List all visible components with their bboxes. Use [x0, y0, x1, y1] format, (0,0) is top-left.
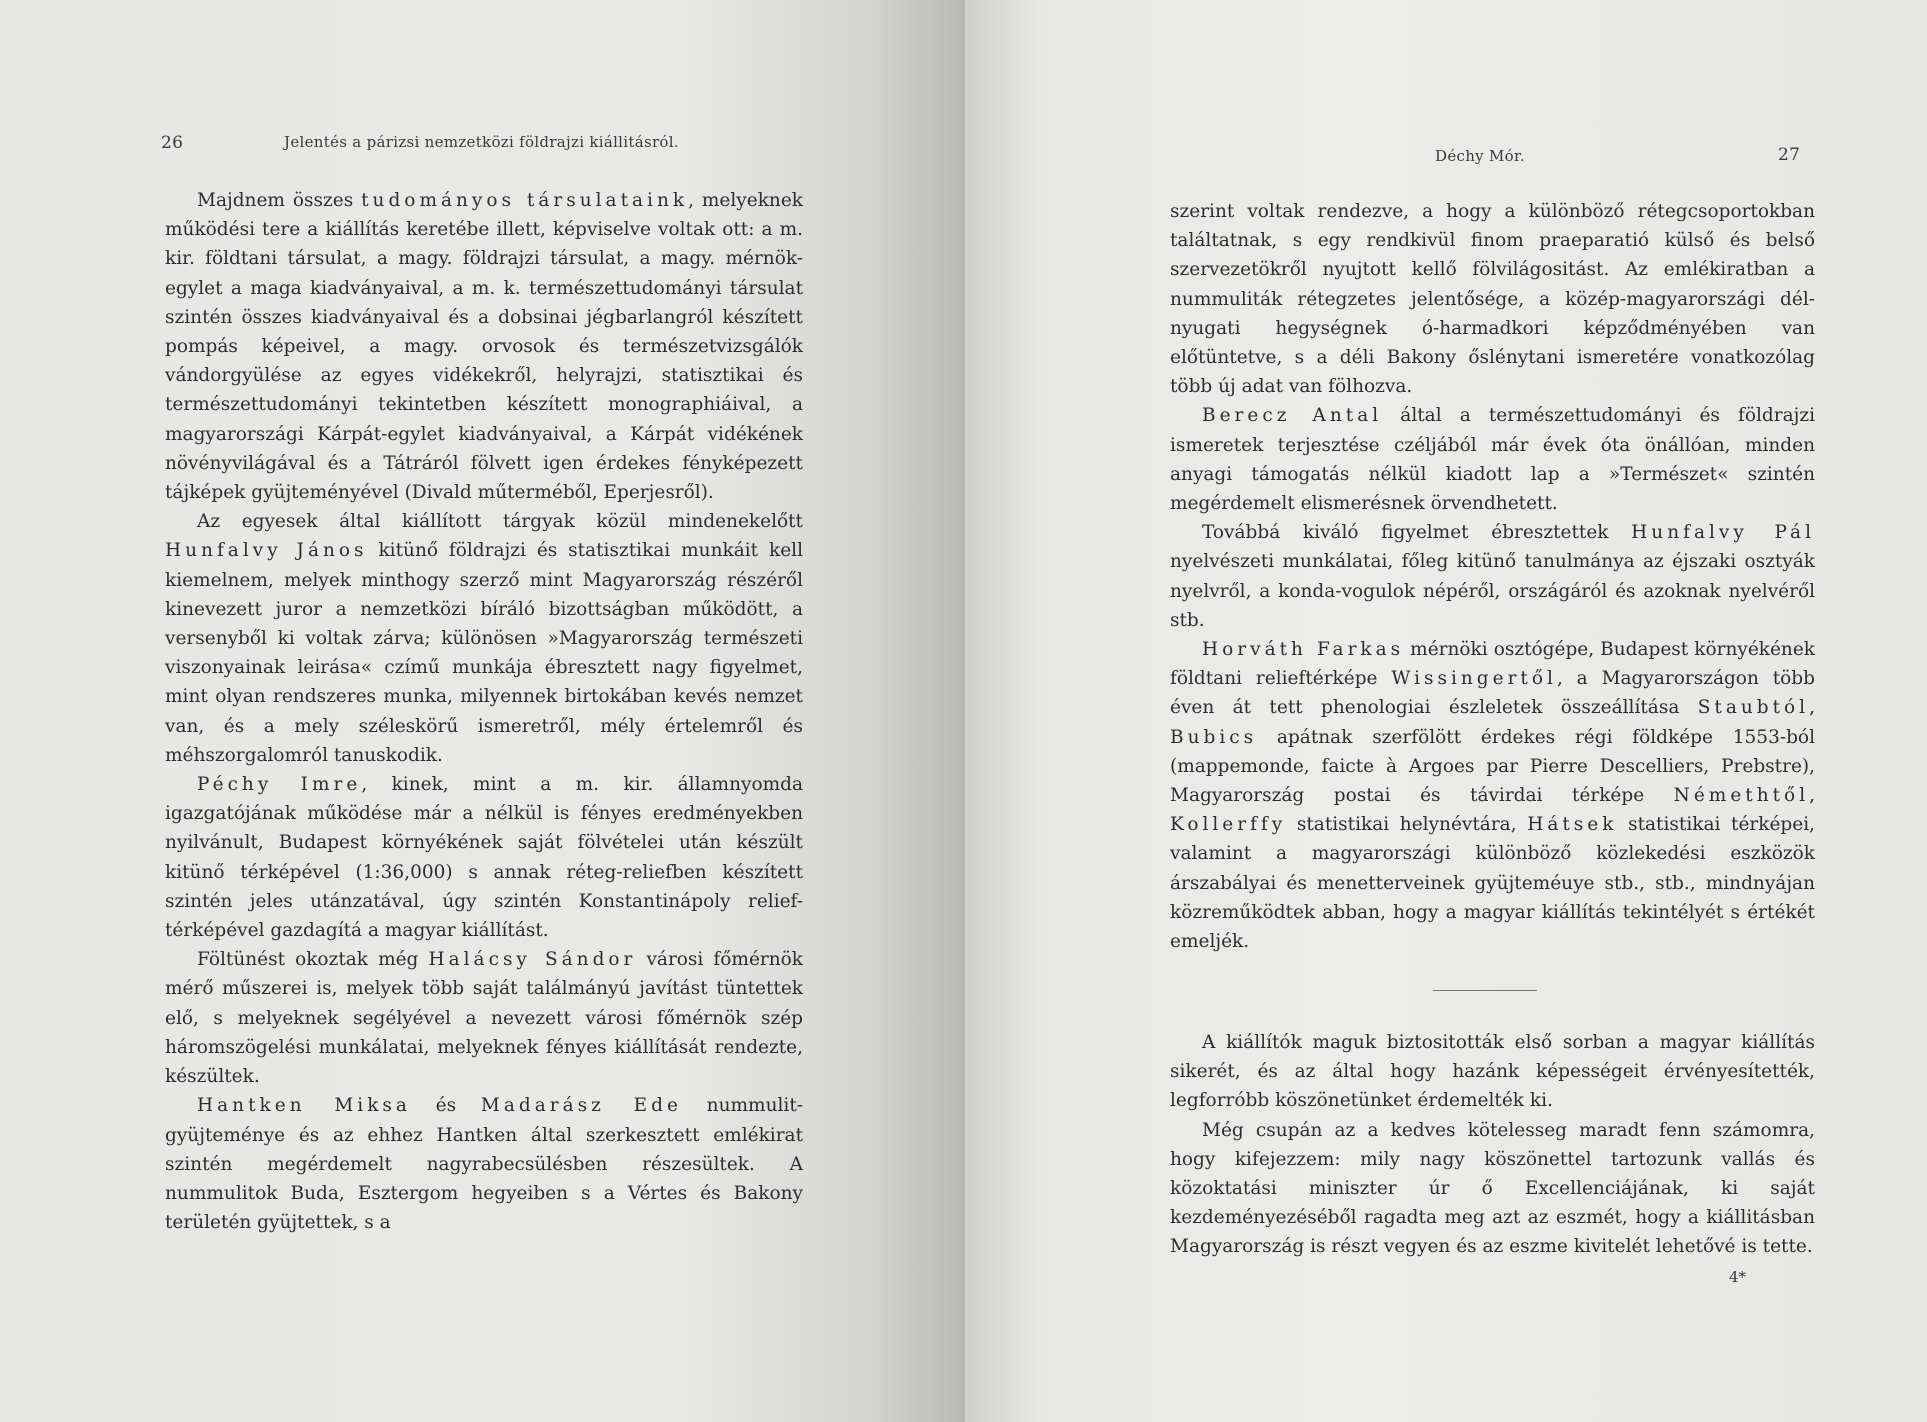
paragraph: Péchy Imre, kinek, mint a m. kir. államnyomda igazgatójának működése már a nélkül is fényes eredményekben nyilvánult, Budapest környékének saját fölvételei után készült kitünő térképével (1:36,000) s annak réteg-reliefben készített szintén jeles utánzatával, úgy szintén Konstantinápoly relief-térképével gazdagítá a magyar kiállítást. [165, 774, 803, 942]
left-running-head: Jelentés a párizsi nemzetközi földrajzi kiállitásról. [284, 133, 679, 151]
paragraph: Berecz Antal által a természettudományi és földrajzi ismeretek terjesztése czéljából már évek óta önállóan, minden anyagi támogatás nélkül kiadott lap a »Természet« szintén megérdemelt elismerésnek örvendhetett. [1170, 405, 1816, 515]
paragraph: Horváth Farkas mérnöki osztógépe, Budapest környékének földtani relieftérképe Wissingertől, a Magyarországon több éven át tett phenologiai észleletek összeállítása Staubtól, Bubics apátnak szerfölött érdekes régi földképe 1553-ból (mappemonde, faicte à Argoes par Pierre Descelliers, Prebstre), Magyarország postai és távirdai térképe Némethtől, Kollerffy statistikai helynévtára, Hátsek statistikai térképei, valamint a magyarországi különböző közlekedési eszközök árszabályai és menetterveinek gyüjteméuye stb., stb., mindnyájan közreműködtek abban, hogy a magyar kiállítás tekintélyét s értékét emeljék. [1170, 639, 1815, 953]
paragraph: Még csupán az a kedves kötelesseg maradt fenn számomra, hogy kifejezzem: mily nagy köszönettel tartozunk vallás és közoktatási miniszter úr ő Excellenciájának, ki saját kezdeményezéséből ragadta meg azt az eszmét, hogy a kiállitásban Magyarország is részt vegyen és az eszme kivitelét lehetővé is tette. [1170, 1119, 1815, 1258]
right-page-number: 27 [1778, 145, 1801, 165]
right-page [965, 0, 1927, 1422]
right-running-head: Déchy Mór. [1435, 147, 1525, 165]
paragraph: szerint voltak rendezve, a hogy a különböző rétegcsoportokban találtatnak, s egy rendkivül finom praeparatió külső és belső szervezetökről nyujtott kellő fölvilágositást. Az emlékiratban a nummuliták rétegzetes jelentősége, a közép-magyarországi dél-nyugati hegységnek ó-harmadkori képződményében van előtüntetve, s a déli Bakony őslénytani ismeretére vonatkozólag több új adat van fölhozva. [1170, 201, 1815, 398]
left-page-number: 26 [161, 133, 184, 153]
paragraph: Továbbá kiváló figyelmet ébresztettek Hunfalvy Pál nyelvészeti munkálatai, főleg kitünő tanulmánya az éjszaki osztyák nyelvről, a konda-vogulok népéről, országáról és azoknak nyelvéről stb. [1170, 522, 1816, 631]
right-body-text-bottom [1170, 1028, 1815, 1262]
paragraph: Az egyesek által kiállított tárgyak közül mindenekelőtt Hunfalvy János kitünő földrajzi és statisztikai munkáit kell kiemelnem, melyek minthogy szerző mint Magyarország részéről kinevezett juror a nemzetközi bíráló bizottságban működött, a versenyből ki voltak zárva; különösen »Magyarország természeti viszonyainak leirása« czímű munkája ébresztett nagy figyelmet, mint olyan rendszeres munka, milyennek birtokában kevés nemzet van, és a mely széleskörű ismeretről, mély értelemről és méhszorgalomról tanuskodik. [165, 511, 803, 766]
section-divider [1433, 990, 1537, 991]
paragraph: Hantken Miksa és Madarász Ede nummulit-gyüjteménye és az ehhez Hantken által szerkesztett emlékirat szintén megérdemelt nagyrabecsülésben részesültek. A nummulitok Buda, Esztergom hegyeiben s a Vértes és Bakony területén gyüjtettek, s a [165, 1095, 804, 1234]
paragraph: A kiállítók maguk biztositották első sorban a magyar kiállítás sikerét, és az által hogy hazánk képességeit érvényesítették, legforróbb köszönetünket érdemelték ki. [1170, 1032, 1815, 1112]
right-body-text-top [1170, 197, 1815, 956]
signature-mark: 4* [1729, 1268, 1747, 1286]
paragraph: Majdnem összes tudományos társulataink, melyeknek működési tere a kiállítás keretébe illett, képviselve voltak ott: a m. kir. földtani társulat, a magy. földrajzi társulat, a magy. mérnök-egylet a maga kiadványaival, a m. k. természettudományi társulat szintén összes kiadványaival és a dobsinai jégbarlangról készített pompás képeivel, a magy. orvosok és természetvizsgálók vándorgyülése az egyes vidékekről, helyrajzi, statisztikai és természettudományi tekintetben készített monographiáival, a magyarországi Kárpát-egylet kiadványaival, a Kárpát vidékének növényvilágával és a Tátráról fölvett igen érdekes fényképezett tájképek gyüjteményével (Divald műterméből, Eperjesről). [165, 190, 803, 504]
left-body-text [165, 186, 803, 1237]
paragraph: Föltünést okoztak még Halácsy Sándor városi főmérnök mérő műszerei is, melyek több saját találmányú javítást tüntettek elő, s melyeknek segélyével a nevezett városi főmérnök szép háromszögelési munkálatai, melyeknek fényes kiállítását rendezte, készültek. [165, 949, 803, 1088]
